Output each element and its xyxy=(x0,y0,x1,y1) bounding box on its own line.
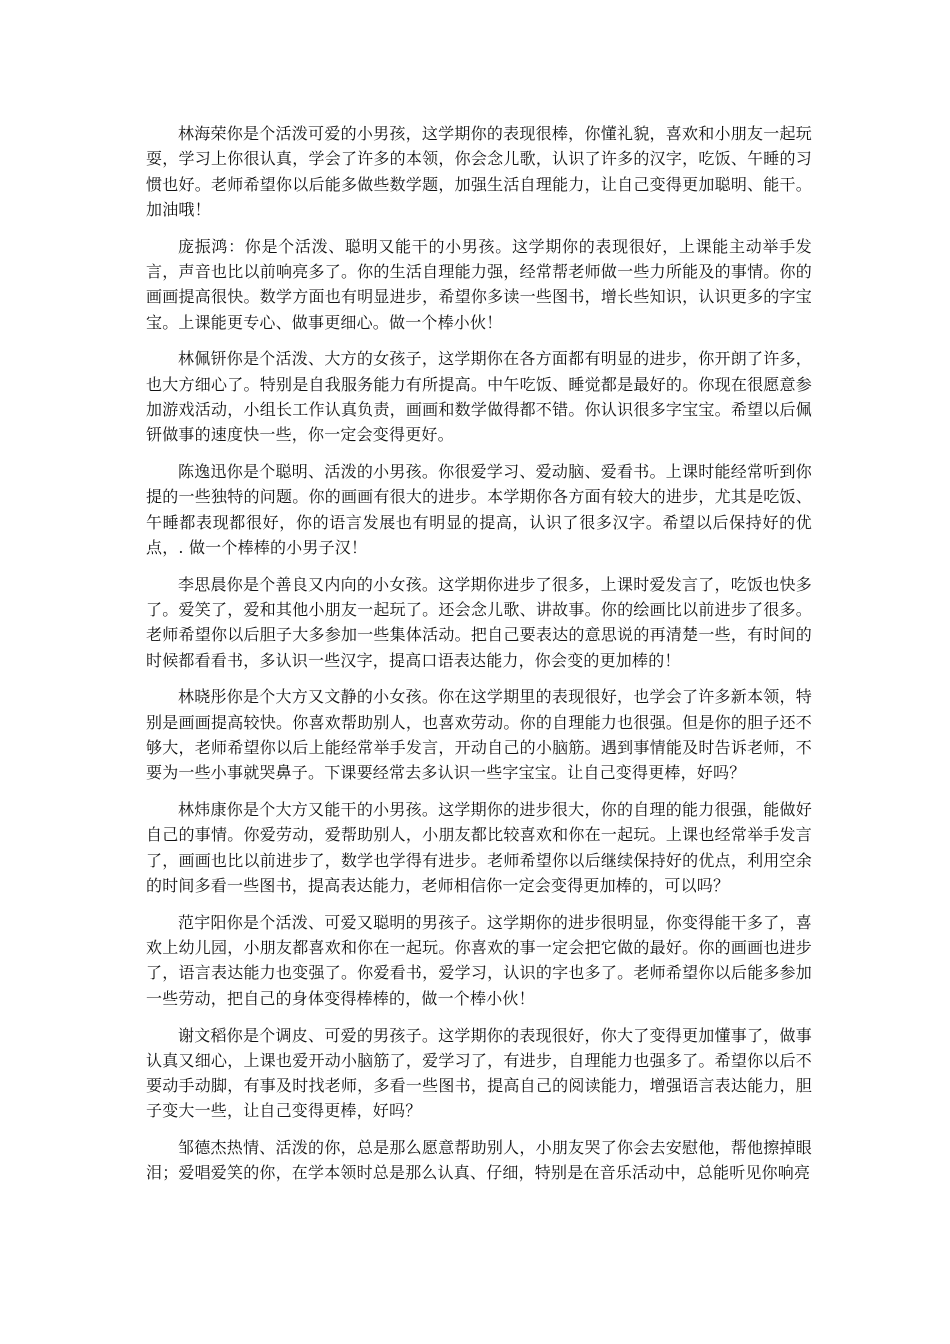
comment-paragraph-5: 李思晨你是个善良又内向的小女孩。这学期你进步了很多，上课时爱发言了，吃饭也快多了。爱笑了，爱和其他小朋友一起玩了。还会念儿歌、讲故事。你的绘画比以前进步了很多。老师希望你以后胆子大多参加一些集体活动。把自己要表达的意思说的再清楚一些，有时间的时候都看看书，多认识一些汉字，提高口语表达能力，你会变的更加棒的！ xyxy=(146,574,812,670)
comment-paragraph-8: 范宇阳你是个活泼、可爱又聪明的男孩子。这学期你的进步很明显，你变得能干多了，喜欢上幼儿园，小朋友都喜欢和你在一起玩。你喜欢的事一定会把它做的最好。你的画画也进步了，语言表达能力也变强了。你爱看书，爱学习，认识的字也多了。老师希望你以后能多参加一些劳动，把自己的身体变得棒棒的，做一个棒小伙！ xyxy=(146,912,812,1008)
comment-paragraph-4: 陈逸迅你是个聪明、活泼的小男孩。你很爱学习、爱动脑、爱看书。上课时能经常听到你提的一些独特的问题。你的画画有很大的进步。本学期你各方面有较大的进步，尤其是吃饭、午睡都表现都很好，你的语言发展也有明显的提高，认识了很多汉字。希望以后保持好的优点，. 做一个棒棒的小男子汉！ xyxy=(146,462,812,557)
document-body xyxy=(146,121,812,1197)
comment-paragraph-7: 林炜康你是个大方又能干的小男孩。这学期你的进步很大，你的自理的能力很强，能做好自己的事情。你爱劳动，爱帮助别人，小朋友都比较喜欢和你在一起玩。上课也经常举手发言了，画画也比以前进步了，数学也学得有进步。老师希望你以后继续保持好的优点，利用空余的时间多看一些图书，提高表达能力，老师相信你一定会变得更加棒的，可以吗？ xyxy=(146,800,812,896)
comment-paragraph-6: 林晓彤你是个大方又文静的小女孩。你在这学期里的表现很好，也学会了许多新本领，特别是画画提高较快。你喜欢帮助别人，也喜欢劳动。你的自理能力也很强。但是你的胆子还不够大，老师希望你以后上能经常举手发言，开动自己的小脑筋。遇到事情能及时告诉老师，不要为一些小事就哭鼻子。下课要经常去多认识一些字宝宝。让自己变得更棒，好吗？ xyxy=(146,687,812,783)
comment-paragraph-2: 庞振鸿：你是个活泼、聪明又能干的小男孩。这学期你的表现很好，上课能主动举手发言，声音也比以前响亮多了。你的生活自理能力强，经常帮老师做一些力所能及的事情。你的画画提高很快。数学方面也有明显进步，希望你多读一些图书，增长些知识，认识更多的字宝宝。上课能更专心、做事更细心。做一个棒小伙！ xyxy=(146,236,812,332)
comment-paragraph-1: 林海荣你是个活泼可爱的小男孩，这学期你的表现很棒，你懂礼貌，喜欢和小朋友一起玩耍，学习上你很认真，学会了许多的本领，你会念儿歌，认识了许多的汉字，吃饭、午睡的习惯也好。老师希望你以后能多做些数学题，加强生活自理能力，让自己变得更加聪明、能干。加油哦！ xyxy=(146,124,812,219)
comment-paragraph-10: 邹德杰热情、活泼的你，总是那么愿意帮助别人，小朋友哭了你会去安慰他，帮他擦掉眼泪；爱唱爱笑的你，在学本领时总是那么认真、仔细，特别是在音乐活动中，总能听见你响亮 xyxy=(146,1138,812,1183)
comment-paragraph-9: 谢文稻你是个调皮、可爱的男孩子。这学期你的表现很好，你大了变得更加懂事了，做事认真又细心，上课也爱开动小脑筋了，爱学习了，有进步，自理能力也强多了。希望你以后不要动手动脚，有事及时找老师，多看一些图书，提高自己的阅读能力，增强语言表达能力，胆子变大一些，让自己变得更棒，好吗？ xyxy=(146,1025,812,1121)
comment-paragraph-3: 林佩钘你是个活泼、大方的女孩子，这学期你在各方面都有明显的进步，你开朗了许多，也大方细心了。特别是自我服务能力有所提高。中午吃饭、睡觉都是最好的。你现在很愿意参加游戏活动，小组长工作认真负责，画画和数学做得都不错。你认识很多字宝宝。希望以后佩钘做事的速度快一些，你一定会变得更好。 xyxy=(146,349,812,445)
